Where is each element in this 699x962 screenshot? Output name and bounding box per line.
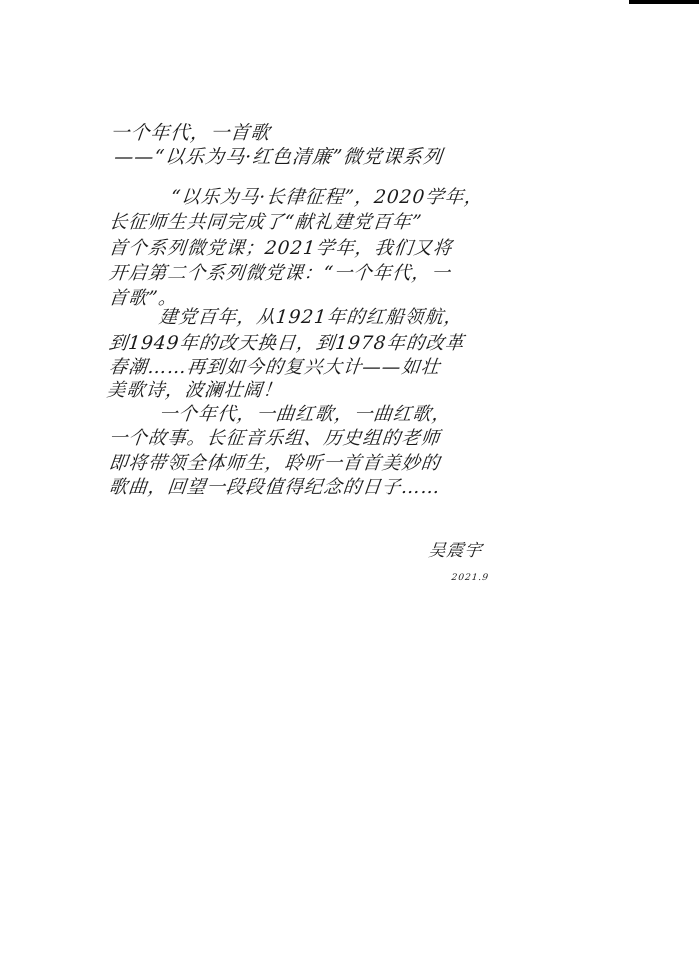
body-line: 春潮……再到如今的复兴大计——如壮 <box>107 357 442 378</box>
body-line: 一个故事。长征音乐组、历史组的老师 <box>107 428 442 449</box>
document-subtitle: ——“以乐为马·红色清廉”微党课系列 <box>113 146 445 168</box>
scan-corner-mark <box>629 0 699 4</box>
signature: 吴震宇 <box>427 541 484 561</box>
body-line: 美歌诗，波澜壮阔！ <box>105 380 284 401</box>
date: 2021.9 <box>450 573 490 583</box>
body-line: 长征师生共同完成了“献礼建党百年” <box>107 212 424 233</box>
body-line: 建党百年，从1921年的红船领航， <box>157 307 465 328</box>
document-title: 一个年代，一首歌 <box>109 122 272 144</box>
body-line: 即将带领全体师生，聆听一首首美妙的 <box>107 453 442 474</box>
body-line: 开启第二个系列微党课：“一个年代，一 <box>107 263 452 284</box>
body-line: 歌曲，回望一段段值得纪念的日子…… <box>107 477 442 498</box>
body-line: 一个年代，一曲红歌，一曲红歌， <box>157 404 453 425</box>
body-line: 到1949年的改天换日，到1978年的改革 <box>107 333 466 354</box>
body-line: 首个系列微党课；2021学年，我们又将 <box>107 238 454 259</box>
body-line: “以乐为马·长律征程”，2020学年， <box>169 187 485 208</box>
body-line: 首歌”。 <box>107 288 179 309</box>
